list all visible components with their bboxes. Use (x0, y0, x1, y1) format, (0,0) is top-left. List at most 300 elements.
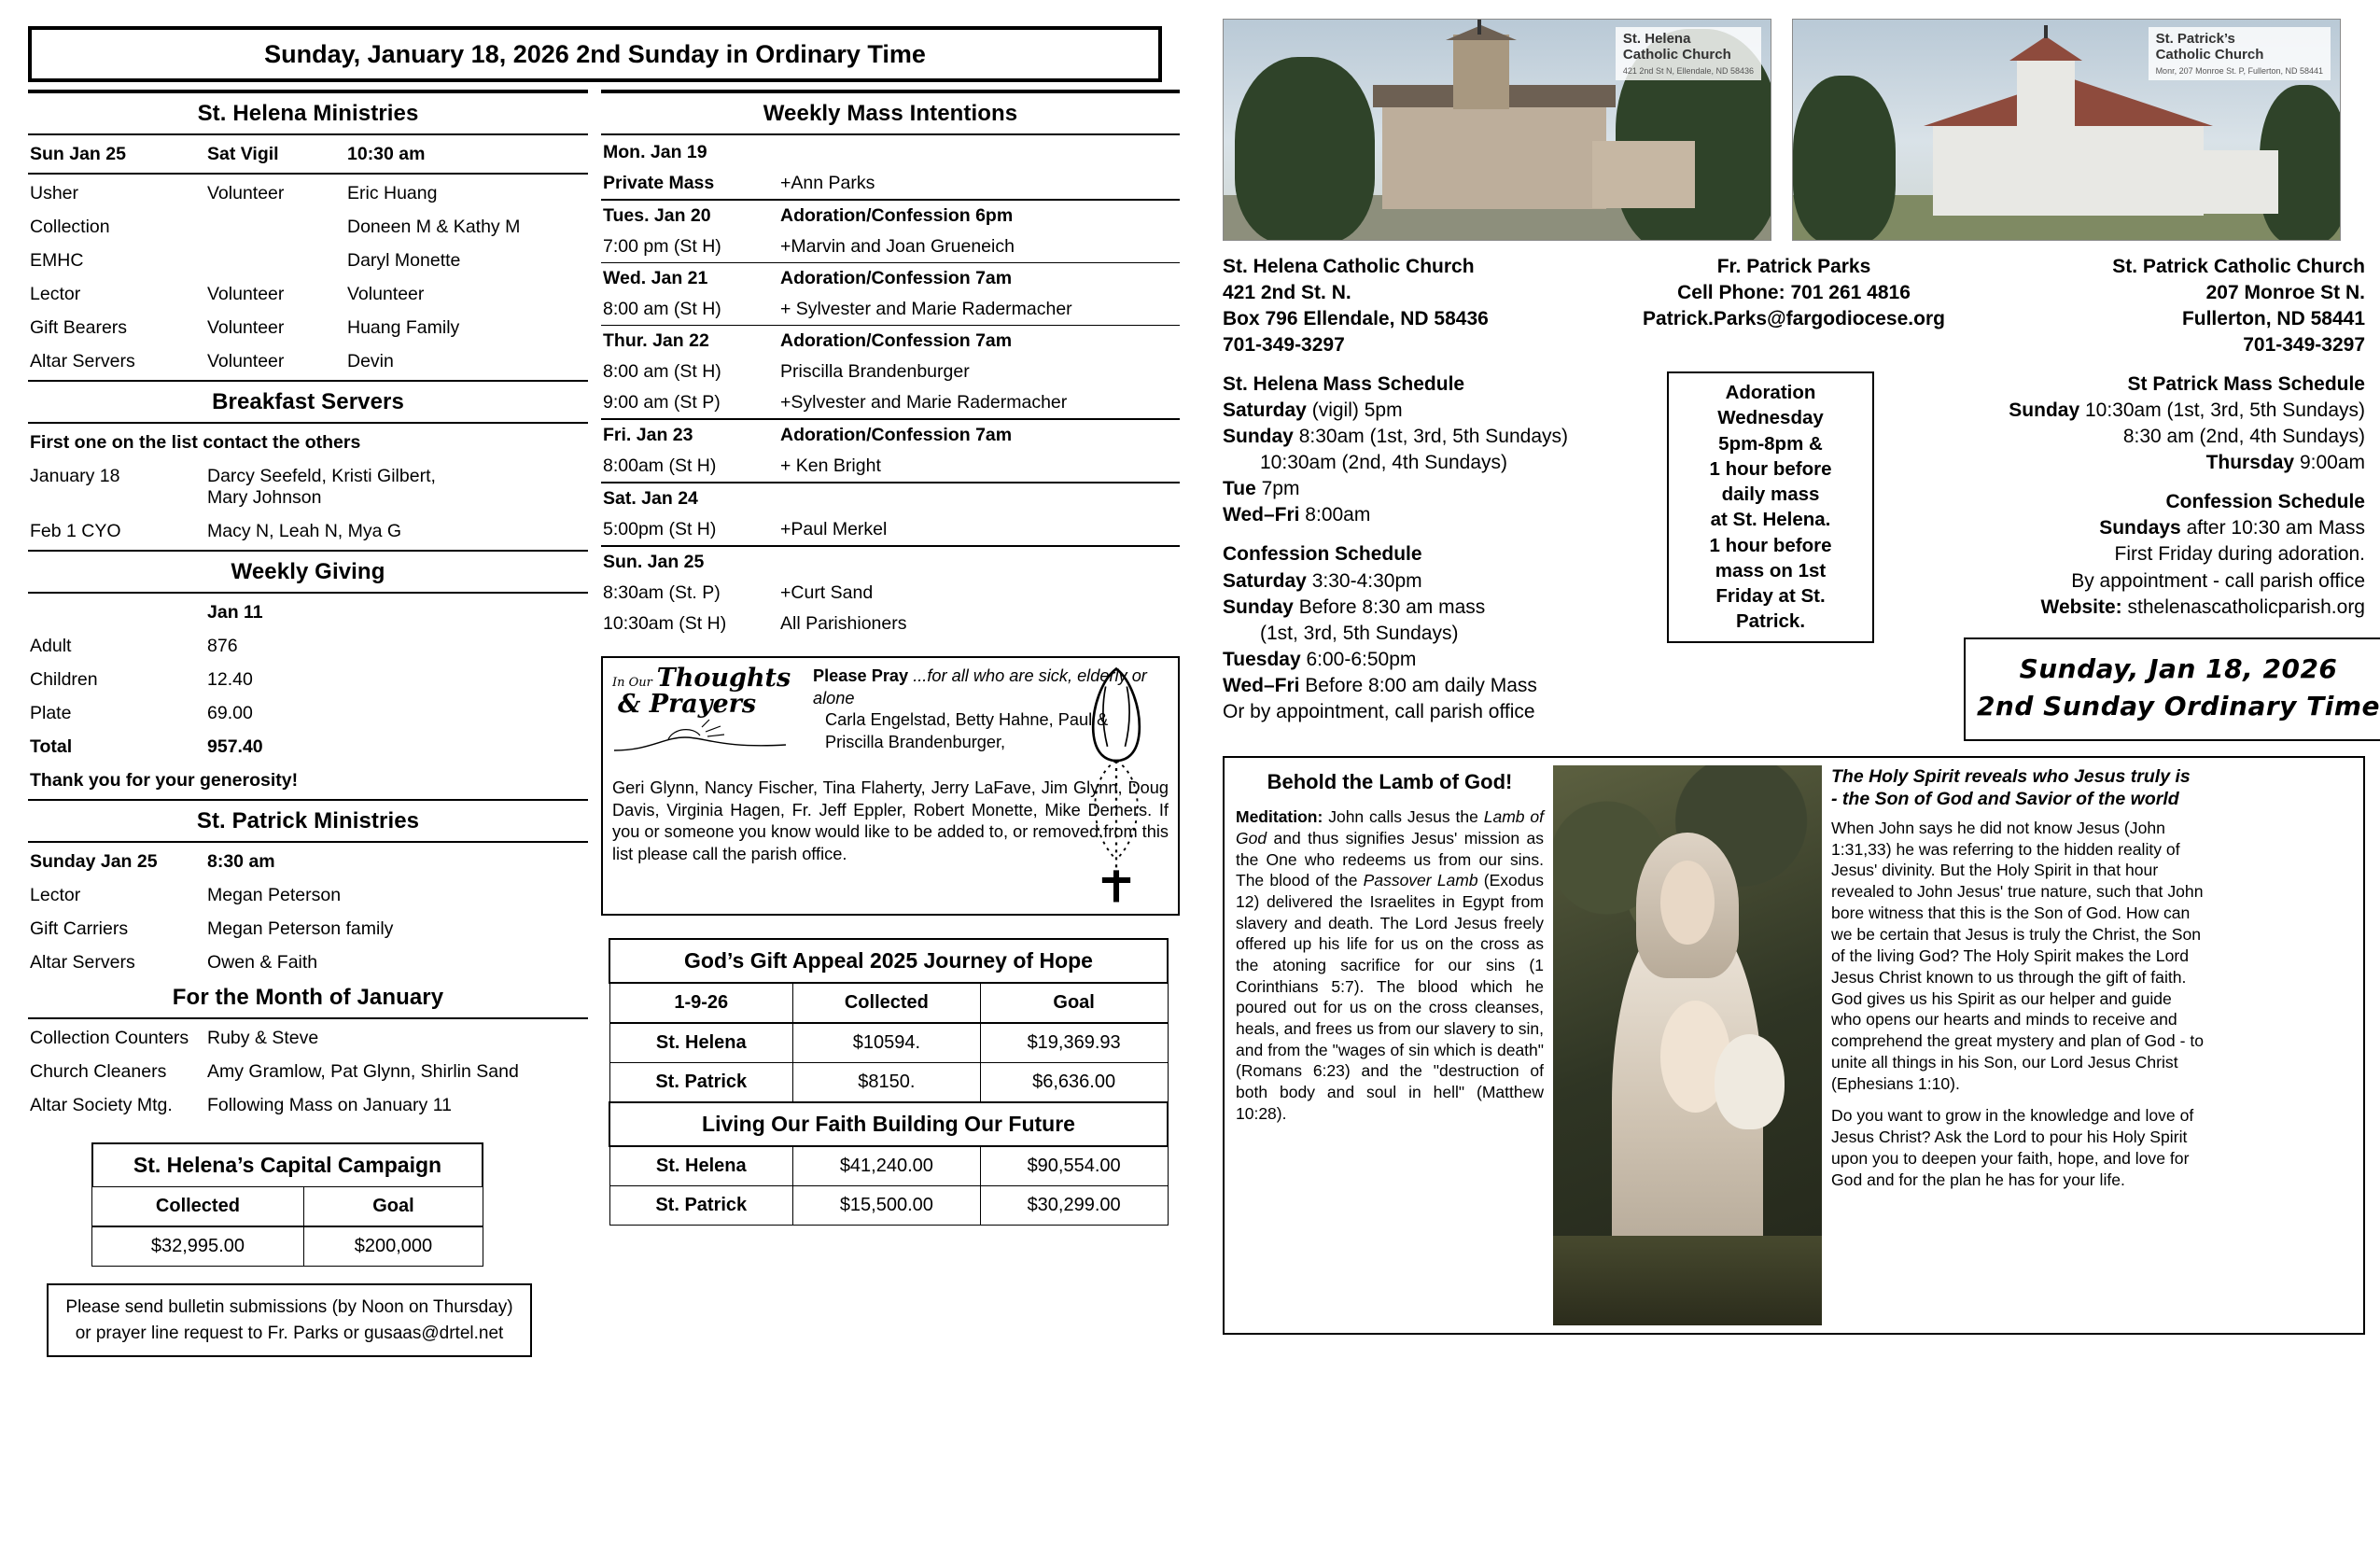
mass-intention: Adoration/Confession 7am (778, 419, 1180, 451)
helena-ministries-table (28, 137, 588, 171)
vigil-cell (205, 244, 345, 277)
weekly-giving-heading: Weekly Giving (231, 559, 385, 584)
parish-name: St. Helena (609, 1146, 793, 1186)
thoughts-and-prayers-logo (612, 665, 804, 778)
divider (28, 133, 588, 135)
schedule-line (1223, 673, 1624, 699)
table-row (609, 1146, 1168, 1186)
mass-day: 8:00 am (St H) (603, 299, 721, 319)
helena-contact-block (1223, 254, 1610, 358)
church-annex (1592, 141, 1695, 208)
website-url[interactable]: sthelenascatholicparish.org (2121, 595, 2365, 618)
table-row (28, 1055, 588, 1088)
divider (28, 592, 588, 594)
divider (601, 133, 1180, 135)
giving-value: 876 (207, 635, 238, 656)
time-cell: Devin (347, 350, 394, 371)
divider (28, 90, 588, 93)
meditation-lead: Meditation: (1236, 807, 1323, 827)
holy-spirit-heading (1831, 765, 2205, 811)
mass-intention: + Sylvester and Marie Radermacher (780, 299, 1072, 319)
mass-intention (778, 137, 1180, 168)
name-cell: Megan Peterson (207, 884, 342, 905)
submissions-note-box (47, 1283, 532, 1357)
church-building (1382, 102, 1606, 209)
illustration-head (1660, 861, 1715, 945)
please-pray-label: Please Pray (813, 666, 909, 685)
time-cell: Doneen M & Kathy M (347, 216, 521, 237)
table-row (28, 763, 588, 797)
table-header-row (28, 137, 588, 171)
collected-value: $8150. (793, 1063, 981, 1103)
role-cell: Gift Carriers (30, 918, 129, 939)
right-column-region (1213, 0, 2380, 1541)
schedule-time: 10:30am (2nd, 4th Sundays) (1260, 452, 1508, 474)
collected-value: $10594. (793, 1023, 981, 1063)
schedule-day: Tuesday (1223, 648, 1301, 670)
meditation-text-2: and thus signifies Jesus' mission as the One who redeems us from our sins. The blood of the (1236, 829, 1544, 890)
helena-ministries-heading: St. Helena Ministries (197, 101, 419, 126)
table-row (609, 1063, 1168, 1103)
meditation-text-1: John calls Jesus the (1323, 807, 1484, 827)
mass-day: Sat. Jan 24 (601, 483, 778, 514)
helena-address-line-2: Box 796 Ellendale, ND 58436 (1223, 307, 1489, 329)
caption-address: 421 2nd St N, Ellendale, ND 58436 (1622, 65, 1754, 76)
generosity-thanks: Thank you for your generosity! (30, 769, 299, 791)
table-header-row (28, 595, 588, 629)
col-header-collected: Collected (92, 1187, 304, 1227)
time-cell: Daryl Monette (347, 249, 461, 271)
table-row (601, 387, 1180, 419)
mass-intention: +Ann Parks (780, 173, 875, 193)
schedule-line (1223, 476, 1624, 502)
helena-schedule-block (1223, 371, 1624, 741)
church-building (1933, 122, 2204, 216)
mass-intention: Priscilla Brandenburger (780, 361, 970, 382)
madonna-illustration (1553, 765, 1822, 1325)
col-header-goal: Goal (980, 983, 1168, 1023)
role-cell: Gift Bearers (30, 316, 128, 338)
gods-gift-appeal-table (609, 938, 1169, 1226)
website-line[interactable] (1964, 595, 2365, 621)
table-row (28, 344, 588, 378)
adoration-box (1667, 371, 1874, 643)
page-title: Sunday, January 18, 2026 2nd Sunday in Ordinary Time (28, 26, 1162, 82)
vigil-cell: Volunteer (207, 182, 285, 203)
parish-name: St. Patrick (609, 1063, 793, 1103)
role-cell: EMHC (30, 249, 84, 271)
patrick-address-line-1: 207 Monroe St N. (2205, 281, 2365, 303)
role-cell: Collection (30, 216, 110, 237)
mass-intention: Adoration/Confession 7am (778, 263, 1180, 295)
tree-shape (1793, 76, 1896, 241)
giving-total-label: Total (30, 735, 73, 757)
schedule-day: Sundays (2099, 517, 2181, 539)
priest-name: Fr. Patrick Parks (1716, 256, 1871, 277)
contact-information-row (1223, 254, 2365, 358)
table-row (28, 629, 588, 663)
mass-intention (778, 546, 1180, 578)
role-cell: Usher (30, 182, 79, 203)
role-cell: Altar Servers (30, 951, 135, 973)
prayer-names-indent: Carla Engelstad, Betty Hahne, Paul & Priscilla Brandenburger, (825, 710, 1109, 751)
adoration-line: daily mass (1721, 483, 1820, 505)
divider (28, 799, 588, 801)
table-row (601, 546, 1180, 578)
logo-line-3: & Prayers (618, 690, 757, 720)
table-row (28, 426, 588, 459)
photo-caption-patrick (2149, 27, 2331, 80)
caption-line-2: Catholic Church (2155, 46, 2264, 63)
giving-label: Adult (30, 635, 72, 656)
name-cell: Following Mass on January 11 (207, 1094, 452, 1115)
holy-spirit-heading-line-1: The Holy Spirit reveals who Jesus truly is (1831, 766, 2191, 787)
role-cell: Church Cleaners (30, 1060, 167, 1082)
priest-contact-block (1610, 254, 1979, 358)
schedule-time: 8:00am (1299, 504, 1371, 526)
schedule-time: Before 8:00 am daily Mass (1299, 675, 1537, 697)
helena-address-line-1: 421 2nd St. N. (1223, 281, 1351, 303)
helena-confession-title: Confession Schedule (1223, 543, 1422, 566)
date-box-line-2: 2nd Sunday Ordinary Time (1976, 691, 2380, 722)
table-row (609, 1023, 1168, 1063)
capital-campaign-title: St. Helena’s Capital Campaign (91, 1142, 483, 1186)
table-header-row (92, 1187, 483, 1227)
helena-church-name: St. Helena Catholic Church (1223, 256, 1475, 277)
giving-label: Plate (30, 702, 72, 723)
schedule-time: 7pm (1255, 478, 1300, 500)
schedule-line (1223, 568, 1624, 595)
church-steeple (2017, 57, 2075, 128)
helena-mass-schedule-title: St. Helena Mass Schedule (1223, 372, 1465, 395)
schedule-line (1964, 541, 2365, 567)
mass-intention: +Curt Sand (780, 582, 874, 603)
priest-email[interactable]: Patrick.Parks@fargodiocese.org (1643, 307, 1945, 329)
table-row (601, 263, 1180, 295)
schedule-line (1964, 568, 2365, 595)
holy-spirit-paragraph-1: When John says he did not know Jesus (John 1:31,33) he was referring to the hidden reality of Jesus' divinity. But the Holy Spirit in that hour revealed to John Jesus' true nature, such that John bore witness that this is the Son of God. How can we be certain that Jesus is truly the Christ, the Son of the living God? The Holy Spirit makes the Lord Jesus Christ known to us through the gift of faith. God gives us his Spirit as our helper and guide who opens our hearts and minds to receive and comprehend the great mystery and plan of God - to unite all things in his Son, our Lord Jesus Christ (Ephesians 1:10). (1831, 818, 2205, 1094)
vigil-cell: Volunteer (207, 350, 285, 371)
table-title-row (609, 1102, 1168, 1146)
schedule-time: Before 8:30 am mass (1293, 595, 1486, 618)
adoration-line: Wednesday (1717, 407, 1824, 429)
table-header-row (609, 983, 1168, 1023)
table-row (92, 1226, 483, 1267)
collected-value: $32,995.00 (92, 1226, 304, 1267)
mass-day: Wed. Jan 21 (601, 263, 778, 295)
praying-hands-icon (1060, 662, 1172, 909)
adoration-line: Adoration (1725, 382, 1816, 403)
table-row (28, 946, 588, 979)
divider (28, 841, 588, 843)
goal-value: $30,299.00 (980, 1186, 1168, 1226)
spacer (1223, 528, 1624, 541)
caption-line-2: Catholic Church (1622, 46, 1731, 63)
patrick-confession-title: Confession Schedule (2165, 491, 2365, 513)
schedule-day: Thursday (2205, 452, 2295, 474)
prayer-names-body: Geri Glynn, Nancy Fischer, Tina Flaherty, Jerry LaFave, Jim Glynn, Doug Davis, Virginia Hagen, Fr. Jeff Eppler, Robert Monette, Mike Demers. If you or someone you know would like to be added to, or removed from this list please call the parish office. (612, 778, 1169, 863)
goal-value: $6,636.00 (980, 1063, 1168, 1103)
st-helena-photo (1223, 19, 1771, 241)
schedule-line (1223, 621, 1624, 647)
patrick-schedule-block (1964, 371, 2380, 741)
patrick-ministries-table (28, 845, 588, 979)
schedule-time: (vigil) 5pm (1306, 399, 1403, 421)
breakfast-names: Macy N, Leah N, Mya G (207, 520, 402, 541)
photo-caption-helena (1616, 27, 1761, 80)
table-row (601, 137, 1180, 168)
breakfast-date: January 18 (30, 465, 120, 486)
time-cell: Volunteer (347, 283, 425, 304)
patrick-mass-schedule-title: St Patrick Mass Schedule (2127, 372, 2365, 395)
divider (28, 173, 588, 175)
table-row (601, 326, 1180, 357)
mass-day: Fri. Jan 23 (601, 419, 778, 451)
spacer (1964, 476, 2365, 489)
role-cell: Altar Servers (30, 350, 135, 371)
table-header-row (28, 845, 588, 878)
church-photos (1223, 19, 2365, 241)
table-row (601, 168, 1180, 200)
reflection-box (1223, 756, 2365, 1335)
capital-campaign-block (91, 1142, 483, 1267)
time-cell: Huang Family (347, 316, 460, 338)
collected-value: $15,500.00 (793, 1186, 981, 1226)
col-header-vigil: Sat Vigil (207, 143, 279, 164)
vigil-cell: Volunteer (207, 283, 285, 304)
schedule-line (1223, 502, 1624, 528)
adoration-line: Friday at St. (1715, 585, 1826, 607)
vigil-cell: Volunteer (207, 316, 285, 338)
divider (601, 90, 1180, 93)
appointment-note: By appointment - call parish office (2071, 569, 2365, 592)
mass-day: Tues. Jan 20 (601, 200, 778, 231)
adoration-line: Patrick. (1735, 610, 1806, 633)
goal-value: $90,554.00 (980, 1146, 1168, 1186)
table-row (601, 294, 1180, 326)
schedule-day: Saturday (1223, 399, 1307, 421)
madonna-image (1553, 765, 1822, 1325)
please-pray-subtitle: ...for all who are sick, elderly or alone (813, 666, 1147, 707)
divider (28, 550, 588, 552)
breakfast-servers-heading: Breakfast Servers (212, 389, 404, 414)
mass-intentions-table (601, 137, 1180, 639)
mass-intention: Adoration/Confession 6pm (778, 200, 1180, 231)
table-row (28, 244, 588, 277)
priest-cell-phone[interactable]: Cell Phone: 701 261 4816 (1677, 281, 1911, 303)
mass-intention: + Ken Bright (780, 455, 881, 476)
col-header-collected: Collected (793, 983, 981, 1023)
month-of-january-heading: For the Month of January (172, 985, 444, 1010)
schedule-line: Thursday 9:00am (2205, 452, 2365, 474)
submissions-line-1: Please send bulletin submissions (by Noon on Thursday) (65, 1297, 513, 1317)
giving-date-header: Jan 11 (207, 601, 263, 623)
schedule-day: Wed–Fri (1223, 675, 1300, 697)
mass-day: 10:30am (St H) (603, 613, 727, 634)
collected-value: $41,240.00 (793, 1146, 981, 1186)
meditation-italic-1: Lamb of God (1236, 807, 1545, 848)
schedule-line (1964, 398, 2365, 424)
giving-value: 12.40 (207, 668, 253, 690)
table-title-row (609, 939, 1168, 983)
role-cell: Lector (30, 283, 81, 304)
divider (28, 1017, 588, 1019)
patrick-ministries-heading: St. Patrick Ministries (196, 808, 420, 834)
tree-shape (1235, 57, 1375, 241)
church-steeple (1453, 35, 1509, 109)
gods-gift-title: God’s Gift Appeal 2025 Journey of Hope (609, 939, 1168, 983)
role-cell: Altar Society Mtg. (30, 1094, 173, 1115)
website-label: Website: (2040, 595, 2122, 618)
ministries-column (28, 88, 588, 1357)
table-row (601, 200, 1180, 231)
schedule-line (1223, 424, 1624, 450)
caption-line-1: St. Patrick’s (2155, 31, 2235, 47)
mass-intention: +Sylvester and Marie Radermacher (780, 392, 1068, 413)
cross-icon (1477, 20, 1481, 35)
goal-value: $19,369.93 (980, 1023, 1168, 1063)
patrick-address-line-2: Fullerton, ND 58441 (2181, 307, 2365, 329)
adoration-line: at St. Helena. (1710, 509, 1831, 531)
mass-day: Thur. Jan 22 (601, 326, 778, 357)
adoration-line: mass on 1st (1715, 559, 1827, 581)
name-cell: Ruby & Steve (207, 1027, 319, 1048)
table-row (28, 459, 588, 514)
schedule-line (1223, 647, 1624, 673)
breakfast-names-line2: Mary Johnson (207, 486, 322, 508)
breakfast-servers-table (28, 426, 588, 548)
table-row (601, 578, 1180, 609)
mass-day: Sun. Jan 25 (601, 546, 778, 578)
table-row (28, 1021, 588, 1055)
table-row (28, 696, 588, 730)
schedule-time: 8:30 am (2nd, 4th Sundays) (2122, 425, 2365, 447)
mass-intentions-column (601, 88, 1180, 1357)
breakfast-names (205, 459, 588, 514)
weekly-giving-table (28, 595, 588, 797)
goal-value: $200,000 (303, 1226, 483, 1267)
illustration-lamb (1715, 1034, 1785, 1129)
table-row (601, 451, 1180, 483)
mass-intention: +Paul Merkel (780, 519, 888, 539)
schedule-time: after 10:30 am Mass (2180, 517, 2365, 539)
parish-name: St. Patrick (609, 1186, 793, 1226)
col-header-date: 1-9-26 (609, 983, 793, 1023)
table-row (28, 210, 588, 244)
parish-name: St. Helena (609, 1023, 793, 1063)
mass-day: 9:00 am (St P) (603, 392, 721, 413)
col-header-day: Sunday Jan 25 (30, 850, 158, 872)
gods-gift-appeal-block (609, 938, 1169, 1226)
schedule-time: 3:30-4:30pm (1306, 569, 1422, 592)
mass-intention: +Marvin and Joan Grueneich (780, 236, 1015, 257)
meditation-text-3: (Exodus 12) delivered the Israelites in Egypt from slavery and death. The Lord Jesus freely offered up his life for us on the cross as the atoning sacrifice for our sins (1 Corinthians 5:7). The blood which he poured out for us on the cross cleanses, heals, and frees us from our slavery to sin, and from the "wages of sin which is death" (Romans 6:23) and the "destruction of both body and soul in hell" (Matthew 10:28). (1236, 871, 1544, 1123)
giving-value: 69.00 (207, 702, 253, 723)
col-header-day: Sun Jan 25 (30, 143, 126, 164)
breakfast-note: First one on the list contact the others (30, 431, 361, 453)
adoration-line: 5pm-8pm & (1718, 432, 1823, 455)
mass-day: Mon. Jan 19 (603, 142, 707, 162)
st-patrick-photo (1792, 19, 2341, 241)
col-header-time: 8:30 am (207, 850, 275, 872)
schedule-day: Wed–Fri (1223, 504, 1300, 526)
col-header-goal: Goal (303, 1187, 483, 1227)
patrick-church-name: St. Patrick Catholic Church (2112, 256, 2365, 277)
mass-day: 8:00 am (St H) (603, 361, 721, 382)
schedule-time: (1st, 3rd, 5th Sundays) (1260, 622, 1459, 644)
table-row (601, 514, 1180, 546)
vigil-cell (205, 210, 345, 244)
logo-line-2: Thoughts (656, 664, 791, 693)
table-row (28, 912, 588, 946)
schedule-time: 8:30am (1st, 3rd, 5th Sundays) (1293, 425, 1569, 447)
mass-day: Private Mass (603, 173, 715, 193)
mass-intention: Adoration/Confession 7am (778, 326, 1180, 357)
schedule-note: First Friday during adoration. (2114, 543, 2365, 566)
month-of-january-table (28, 1021, 588, 1122)
table-row-total (28, 730, 588, 763)
col-header-time: 10:30 am (347, 143, 426, 164)
schedule-time: 10:30am (1st, 3rd, 5th Sundays) (2079, 399, 2365, 421)
schedule-day: Sunday (1223, 425, 1294, 447)
helena-phone[interactable]: 701-349-3297 (1223, 333, 1345, 356)
table-row (28, 663, 588, 696)
table-row (28, 514, 588, 548)
church-annex (2194, 150, 2278, 214)
name-cell: Amy Gramlow, Pat Glynn, Shirlin Sand (207, 1060, 519, 1082)
holy-spirit-paragraph-2: Do you want to grow in the knowledge and love of Jesus Christ? Ask the Lord to pour his Holy Spirit upon you to deepen your faith, hope, and love for God and for the plan he has for your life. (1831, 1105, 2194, 1189)
table-row (28, 277, 588, 311)
caption-address: Monr, 207 Monroe St. P, Fullerton, ND 58441 (2155, 65, 2323, 76)
mass-day: 7:00 pm (St H) (603, 236, 721, 257)
helena-ministries-body (28, 176, 588, 378)
mass-intentions-heading: Weekly Mass Intentions (763, 101, 1018, 126)
meditation-body (1236, 806, 1544, 1124)
breakfast-date: Feb 1 CYO (30, 520, 121, 541)
mass-day: 5:00pm (St H) (603, 519, 717, 539)
logo-line-1: In Our (612, 676, 652, 690)
breakfast-names-line1: Darcy Seefeld, Kristi Gilbert, (207, 465, 436, 486)
building-future-title: Living Our Faith Building Our Future (609, 1102, 1168, 1146)
submissions-line-2: or prayer line request to Fr. Parks or gusaas@drtel.net (75, 1323, 504, 1343)
meditation-column (1236, 765, 1544, 1325)
table-row (28, 878, 588, 912)
divider (28, 380, 588, 382)
illustration-grass (1553, 1236, 1822, 1325)
date-box-line-1: Sunday, Jan 18, 2026 (2019, 652, 2338, 684)
name-cell: Megan Peterson family (207, 918, 394, 939)
role-cell: Collection Counters (30, 1027, 189, 1048)
mass-day: 8:00am (St H) (603, 455, 717, 476)
adoration-line: 1 hour before (1709, 534, 1832, 556)
capital-campaign-table (91, 1186, 483, 1267)
name-cell: Owen & Faith (207, 951, 318, 973)
schedule-day: Tue (1223, 478, 1256, 500)
table-row (601, 609, 1180, 639)
divider (28, 422, 588, 424)
mass-intention (778, 483, 1180, 514)
schedule-day: Sunday (1223, 595, 1294, 618)
table-row (601, 419, 1180, 451)
schedule-day: Saturday (1223, 569, 1307, 592)
role-cell: Lector (30, 884, 81, 905)
holy-spirit-column (1831, 765, 2205, 1325)
patrick-phone[interactable]: 701-349-3297 (2243, 333, 2365, 356)
table-row (601, 483, 1180, 514)
giving-total-value: 957.40 (207, 735, 263, 757)
please-pray-box (601, 656, 1180, 916)
table-row (28, 176, 588, 210)
